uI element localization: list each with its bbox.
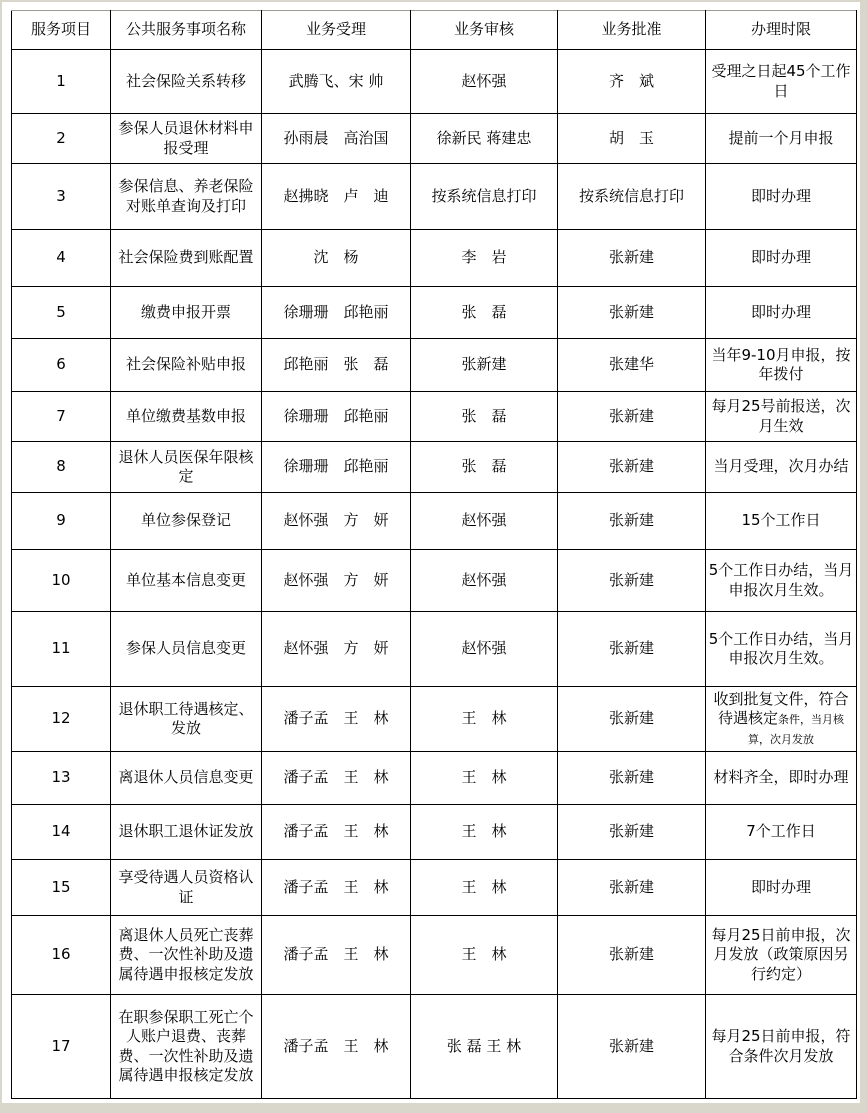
cell-approve: 张建华: [558, 339, 706, 392]
cell-service-name: 社会保险费到账配置: [111, 230, 262, 287]
cell-accept: 邱艳丽 张 磊: [262, 339, 411, 392]
table-row: [12, 995, 857, 1099]
cell-time-limit: [706, 114, 857, 164]
cell-accept: 潘子孟 王 林: [262, 860, 411, 916]
cell-time-limit: [706, 50, 857, 114]
cell-approve: 张新建: [558, 995, 706, 1099]
time-limit-text: 5个工作日办结，当月申报次月生效。: [708, 629, 854, 667]
cell-review: 王 林: [411, 860, 558, 916]
table-row: [12, 687, 857, 752]
time-limit-text: 即时办理: [750, 186, 811, 205]
time-limit-text: 当年9-10月申报，按年拨付: [711, 345, 851, 383]
cell-review: 按系统信息打印: [411, 164, 558, 230]
table-row: [12, 164, 857, 230]
time-limit-text: 5个工作日办结，当月申报次月生效。: [708, 561, 854, 599]
cell-accept: 赵怀强 方 妍: [262, 493, 411, 550]
header-review: 业务审核: [411, 11, 558, 50]
cell-approve: 张新建: [558, 392, 706, 442]
cell-service-name: 离退休人员信息变更: [111, 752, 262, 805]
time-limit-text: 每月25日前申报，符合条件次月发放: [711, 1027, 851, 1065]
table-row: [12, 339, 857, 392]
cell-service-name: 退休人员医保年限核定: [111, 442, 262, 493]
table-row: [12, 752, 857, 805]
cell-time-limit: [706, 612, 857, 687]
cell-time-limit: [706, 916, 857, 995]
cell-service-no: 2: [12, 114, 111, 164]
table-row: [12, 916, 857, 995]
time-limit-text: 每月25号前报送，次月生效: [711, 397, 851, 435]
cell-service-no: 9: [12, 493, 111, 550]
cell-service-no: 7: [12, 392, 111, 442]
cell-accept: 沈 杨: [262, 230, 411, 287]
cell-time-limit: [706, 995, 857, 1099]
cell-service-name: 社会保险补贴申报: [111, 339, 262, 392]
cell-accept: 赵怀强 方 妍: [262, 612, 411, 687]
time-limit-text: 15个工作日: [741, 511, 821, 530]
header-service-no: 服务项目: [12, 11, 111, 50]
time-limit-text: 受理之日起45个工作日: [711, 62, 851, 100]
cell-service-no: 4: [12, 230, 111, 287]
time-limit-text: 收到批复文件，符合待遇核定: [713, 689, 849, 728]
cell-review: 赵怀强: [411, 50, 558, 114]
cell-accept: 潘子孟 王 林: [262, 805, 411, 860]
cell-approve: 张新建: [558, 493, 706, 550]
cell-accept: 徐珊珊 邱艳丽: [262, 392, 411, 442]
cell-service-no: 3: [12, 164, 111, 230]
cell-service-no: 11: [12, 612, 111, 687]
cell-service-name: 享受待遇人员资格认证: [111, 860, 262, 916]
table-row: [12, 114, 857, 164]
time-limit-text: 7个工作日: [746, 822, 816, 841]
cell-service-no: 14: [12, 805, 111, 860]
cell-review: 赵怀强: [411, 612, 558, 687]
cell-review: 王 林: [411, 752, 558, 805]
cell-review: 赵怀强: [411, 550, 558, 612]
cell-review: 李 岩: [411, 230, 558, 287]
cell-review: 王 林: [411, 916, 558, 995]
cell-service-no: 6: [12, 339, 111, 392]
cell-service-no: 13: [12, 752, 111, 805]
table-row: [12, 805, 857, 860]
header-accept: 业务受理: [262, 11, 411, 50]
cell-time-limit: [706, 550, 857, 612]
cell-accept: 武腾飞、宋 帅: [262, 50, 411, 114]
cell-service-no: 15: [12, 860, 111, 916]
time-limit-text: 当月受理，次月办结: [713, 457, 849, 476]
cell-accept: 赵怀强 方 妍: [262, 550, 411, 612]
document-page: [2, 2, 860, 1103]
cell-service-name: 单位参保登记: [111, 493, 262, 550]
cell-time-limit: [706, 752, 857, 805]
time-limit-text: 材料齐全，即时办理: [713, 768, 849, 787]
header-approve: 业务批准: [558, 11, 706, 50]
cell-time-limit: [706, 392, 857, 442]
cell-service-name: 参保信息、养老保险对账单查询及打印: [111, 164, 262, 230]
cell-service-name: 参保人员退休材料申报受理: [111, 114, 262, 164]
time-limit-text: 即时办理: [750, 248, 811, 267]
time-limit-text: 即时办理: [750, 877, 811, 896]
table-row: [12, 442, 857, 493]
cell-accept: 孙雨晨 高治国: [262, 114, 411, 164]
table-row: [12, 230, 857, 287]
time-limit-text: 提前一个月申报: [728, 128, 834, 147]
cell-review: 张新建: [411, 339, 558, 392]
cell-review: 张 磊: [411, 442, 558, 493]
cell-review: 徐新民 蒋建忠: [411, 114, 558, 164]
table-row: [12, 550, 857, 612]
cell-time-limit: [706, 493, 857, 550]
cell-service-name: 在职参保职工死亡个人账户退费、丧葬费、一次性补助及遗属待遇申报核定发放: [111, 995, 262, 1099]
cell-service-name: 离退休人员死亡丧葬费、一次性补助及遗属待遇申报核定发放: [111, 916, 262, 995]
time-limit-text: 每月25日前申报，次月发放（政策原因另行约定）: [711, 925, 851, 983]
table-row: [12, 860, 857, 916]
table-body: [12, 50, 857, 1099]
cell-time-limit: [706, 230, 857, 287]
cell-service-no: 5: [12, 287, 111, 339]
cell-approve: 按系统信息打印: [558, 164, 706, 230]
cell-approve: 齐 斌: [558, 50, 706, 114]
cell-approve: 张新建: [558, 916, 706, 995]
cell-accept: 潘子孟 王 林: [262, 916, 411, 995]
table-header: [12, 11, 857, 50]
table-row: [12, 612, 857, 687]
cell-service-name: 退休职工待遇核定、发放: [111, 687, 262, 752]
header-time-limit: 办理时限: [706, 11, 857, 50]
time-limit-text: 即时办理: [750, 302, 811, 321]
header-service-name: 公共服务事项名称: [111, 11, 262, 50]
cell-time-limit: [706, 805, 857, 860]
cell-approve: 张新建: [558, 230, 706, 287]
cell-accept: 潘子孟 王 林: [262, 995, 411, 1099]
table-row: [12, 392, 857, 442]
cell-time-limit: [706, 339, 857, 392]
cell-service-no: 17: [12, 995, 111, 1099]
cell-approve: 胡 玉: [558, 114, 706, 164]
cell-accept: 潘子孟 王 林: [262, 687, 411, 752]
cell-service-no: 1: [12, 50, 111, 114]
cell-approve: 张新建: [558, 287, 706, 339]
cell-time-limit: [706, 164, 857, 230]
cell-approve: 张新建: [558, 860, 706, 916]
cell-service-name: 退休职工退休证发放: [111, 805, 262, 860]
cell-approve: 张新建: [558, 550, 706, 612]
cell-service-no: 12: [12, 687, 111, 752]
cell-review: 王 林: [411, 687, 558, 752]
cell-time-limit: [706, 687, 857, 752]
cell-accept: 徐珊珊 邱艳丽: [262, 442, 411, 493]
cell-service-no: 10: [12, 550, 111, 612]
cell-approve: 张新建: [558, 805, 706, 860]
cell-approve: 张新建: [558, 612, 706, 687]
cell-approve: 张新建: [558, 752, 706, 805]
cell-approve: 张新建: [558, 442, 706, 493]
cell-service-name: 缴费申报开票: [111, 287, 262, 339]
cell-service-name: 单位缴费基数申报: [111, 392, 262, 442]
cell-service-name: 单位基本信息变更: [111, 550, 262, 612]
cell-accept: 潘子孟 王 林: [262, 752, 411, 805]
cell-service-name: 参保人员信息变更: [111, 612, 262, 687]
cell-review: 张 磊 王 林: [411, 995, 558, 1099]
cell-accept: 徐珊珊 邱艳丽: [262, 287, 411, 339]
cell-time-limit: [706, 860, 857, 916]
cell-time-limit: [706, 287, 857, 339]
cell-service-no: 8: [12, 442, 111, 493]
cell-accept: 赵拂晓 卢 迪: [262, 164, 411, 230]
table-row: [12, 493, 857, 550]
cell-review: 赵怀强: [411, 493, 558, 550]
cell-service-name: 社会保险关系转移: [111, 50, 262, 114]
time-limit-text-small: 条件，当月核算，次月发放: [748, 713, 844, 746]
cell-service-no: 16: [12, 916, 111, 995]
cell-review: 张 磊: [411, 287, 558, 339]
service-items-table: [11, 10, 857, 1099]
cell-review: 王 林: [411, 805, 558, 860]
table-row: [12, 50, 857, 114]
cell-time-limit: [706, 442, 857, 493]
table-row: [12, 287, 857, 339]
cell-review: 张 磊: [411, 392, 558, 442]
cell-approve: 张新建: [558, 687, 706, 752]
header-row: [12, 11, 857, 50]
